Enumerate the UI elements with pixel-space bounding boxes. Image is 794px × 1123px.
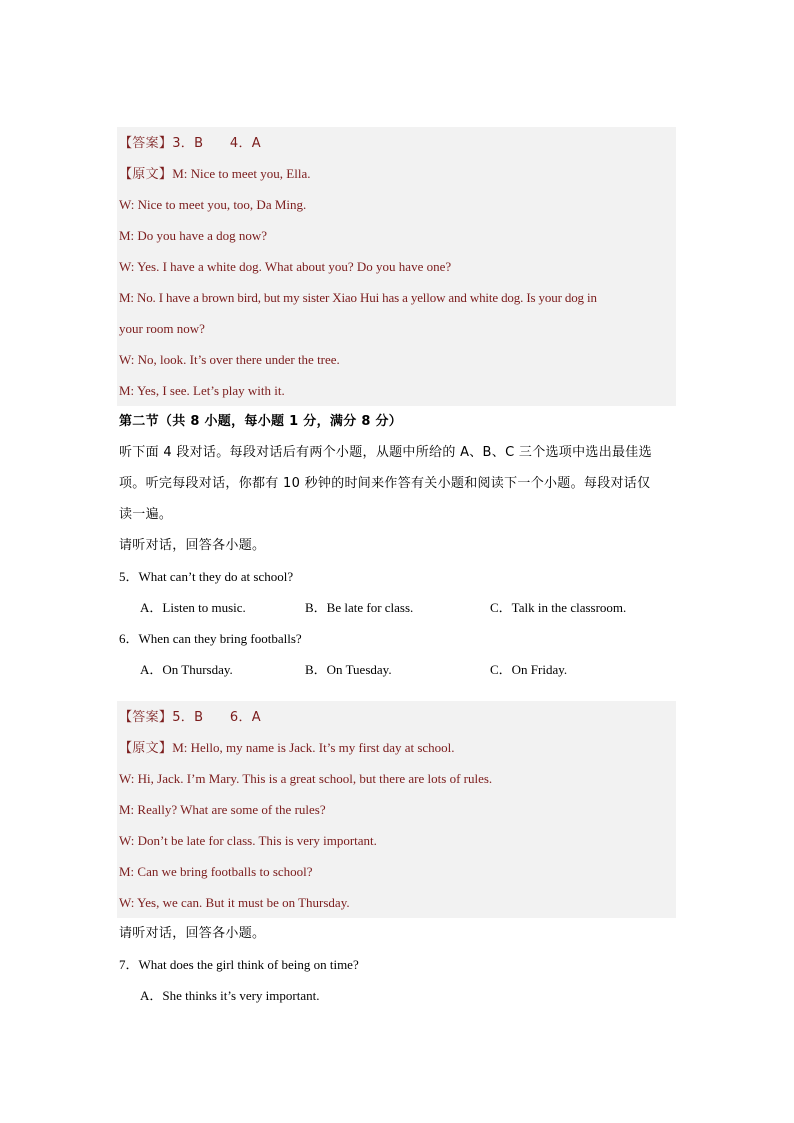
listen-prompt: 请听对话，回答各小题。 bbox=[119, 926, 266, 941]
transcript-line: your room now? bbox=[119, 321, 205, 336]
option-c[interactable]: C．On Friday. bbox=[490, 662, 568, 677]
question-7-options bbox=[119, 980, 676, 1011]
transcript-line bbox=[119, 158, 676, 189]
transcript-line: M: Can we bring footballs to school? bbox=[119, 864, 313, 879]
answer-key-line bbox=[119, 701, 676, 732]
document-page bbox=[119, 127, 676, 1011]
option-a[interactable]: A．She thinks it’s very important. bbox=[140, 988, 320, 1003]
transcript-line: M: Yes, I see. Let’s play with it. bbox=[119, 383, 285, 398]
question-5-stem: 5．What can’t they do at school? bbox=[119, 569, 294, 584]
transcript-line bbox=[119, 732, 676, 763]
option-c[interactable]: C．Talk in the classroom. bbox=[490, 600, 627, 615]
transcript-line: M: Really? What are some of the rules? bbox=[119, 802, 326, 817]
instruction-line: 听下面 4 段对话。每段对话后有两个小题，从题中所给的 A、B、C 三个选项中选出最佳选 bbox=[119, 445, 652, 460]
option-a[interactable]: A．Listen to music. bbox=[140, 600, 246, 615]
transcript-line: W: Nice to meet you, too, Da Ming. bbox=[119, 197, 307, 212]
question-7-stem: 7．What does the girl think of being on time? bbox=[119, 957, 359, 972]
transcript-line: W: Yes. I have a white dog. What about you? Do you have one? bbox=[119, 259, 452, 274]
transcript-line: M: Do you have a dog now? bbox=[119, 228, 268, 243]
answer-key: 【答案】3．B 4．A bbox=[119, 136, 261, 151]
listen-prompt: 请听对话，回答各小题。 bbox=[119, 538, 266, 553]
answer-key-line bbox=[119, 127, 676, 158]
option-b[interactable]: B．On Tuesday. bbox=[305, 662, 392, 677]
instruction-line: 读一遍。 bbox=[119, 507, 173, 522]
transcript-line: W: Yes, we can. But it must be on Thursday. bbox=[119, 895, 350, 910]
answer-block-2 bbox=[117, 701, 676, 918]
answer-key: 【答案】5．B 6．A bbox=[119, 710, 261, 725]
original-tag: 【原文】 bbox=[119, 167, 173, 182]
question-6-stem: 6．When can they bring footballs? bbox=[119, 631, 302, 646]
transcript-line: W: Don’t be late for class. This is very important. bbox=[119, 833, 377, 848]
transcript-line: M: No. I have a brown bird, but my sister Xiao Hui has a yellow and white dog. Is your dog in bbox=[119, 290, 597, 305]
question-6-options bbox=[119, 654, 676, 685]
section-heading: 第二节（共 8 小题，每小题 1 分，满分 8 分） bbox=[119, 414, 403, 429]
answer-block-1 bbox=[117, 127, 676, 406]
spacer bbox=[119, 685, 676, 701]
option-a[interactable]: A．On Thursday. bbox=[140, 662, 233, 677]
transcript-text: M: Nice to meet you, Ella. bbox=[172, 166, 311, 181]
transcript-text: M: Hello, my name is Jack. It’s my first day at school. bbox=[172, 740, 455, 755]
question-5-options bbox=[119, 592, 676, 623]
transcript-line: W: No, look. It’s over there under the tree. bbox=[119, 352, 340, 367]
original-tag: 【原文】 bbox=[119, 741, 173, 756]
instruction-line: 项。听完每段对话，你都有 10 秒钟的时间来作答有关小题和阅读下一个小题。每段对话仅 bbox=[119, 476, 651, 491]
option-b[interactable]: B．Be late for class. bbox=[305, 600, 414, 615]
transcript-line: W: Hi, Jack. I’m Mary. This is a great school, but there are lots of rules. bbox=[119, 771, 493, 786]
